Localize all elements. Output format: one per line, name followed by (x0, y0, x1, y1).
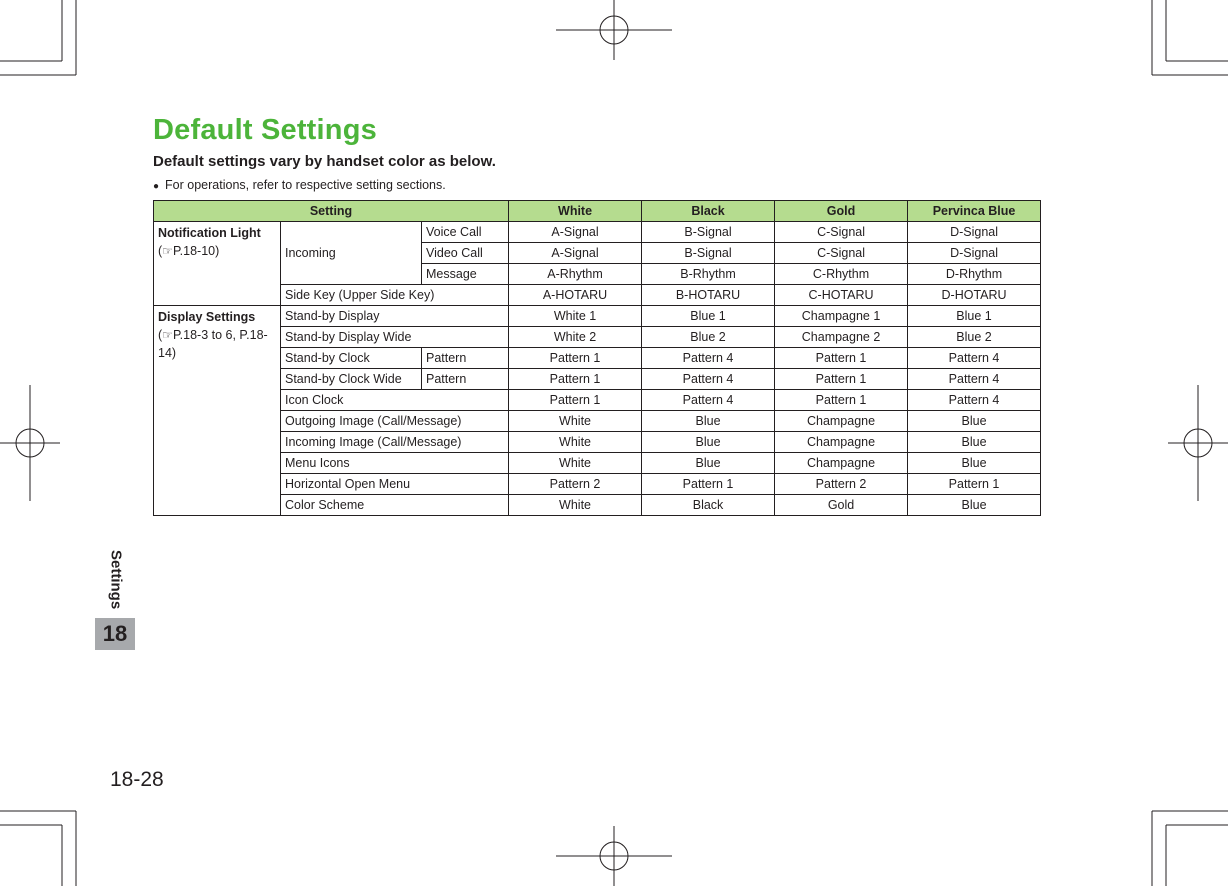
default-settings-table (153, 200, 1041, 516)
cell-blue: Pattern 4 (908, 348, 1041, 369)
row-label: Incoming Image (Call/Message) (281, 432, 509, 453)
cell-white: Pattern 2 (509, 474, 642, 495)
page-title: Default Settings (153, 114, 377, 146)
table-row (154, 222, 1041, 243)
table-row (154, 495, 1041, 516)
table-row (154, 411, 1041, 432)
cell-white: Pattern 1 (509, 390, 642, 411)
table-row (154, 474, 1041, 495)
cell-white: White 2 (509, 327, 642, 348)
cell-blue: D-HOTARU (908, 285, 1041, 306)
table-row (154, 348, 1041, 369)
cell-white: White (509, 432, 642, 453)
cell-blue: D-Signal (908, 222, 1041, 243)
cell-black: Blue (642, 411, 775, 432)
row-sub-label: Pattern (422, 369, 509, 390)
cell-white: A-Signal (509, 222, 642, 243)
cell-black: B-Rhythm (642, 264, 775, 285)
cell-gold: C-HOTARU (775, 285, 908, 306)
cell-black: B-Signal (642, 222, 775, 243)
incoming-label: Incoming (281, 222, 422, 285)
row-label: Message (422, 264, 509, 285)
cell-gold: C-Rhythm (775, 264, 908, 285)
group-notification-light (154, 222, 281, 306)
cell-blue: Pattern 1 (908, 474, 1041, 495)
page-reference: (☞P.18-10) (158, 244, 220, 258)
pointing-hand-icon: ☞ (162, 328, 173, 342)
header-white: White (509, 201, 642, 222)
cell-blue: D-Rhythm (908, 264, 1041, 285)
cell-black: Pattern 4 (642, 348, 775, 369)
cell-gold: C-Signal (775, 243, 908, 264)
operations-note (153, 178, 446, 192)
table-row (154, 285, 1041, 306)
cell-blue: Blue 1 (908, 306, 1041, 327)
cell-black: Blue 2 (642, 327, 775, 348)
cell-gold: Champagne (775, 432, 908, 453)
header-gold: Gold (775, 201, 908, 222)
bullet-icon: ● (153, 181, 160, 192)
cell-black: Pattern 4 (642, 369, 775, 390)
cell-black: B-HOTARU (642, 285, 775, 306)
cell-white: White (509, 411, 642, 432)
cell-black: Blue 1 (642, 306, 775, 327)
row-label: Stand-by Clock (281, 348, 422, 369)
cell-gold: Pattern 1 (775, 369, 908, 390)
cell-white: White (509, 495, 642, 516)
table-header-row (154, 201, 1041, 222)
cell-blue: Blue (908, 453, 1041, 474)
row-sub-label: Pattern (422, 348, 509, 369)
row-label: Video Call (422, 243, 509, 264)
header-setting: Setting (154, 201, 509, 222)
table-row (154, 390, 1041, 411)
cell-black: Pattern 1 (642, 474, 775, 495)
header-black: Black (642, 201, 775, 222)
cell-blue: D-Signal (908, 243, 1041, 264)
cell-white: A-HOTARU (509, 285, 642, 306)
cell-white: A-Rhythm (509, 264, 642, 285)
chapter-side-label: Settings (107, 550, 125, 610)
cell-gold: Champagne 2 (775, 327, 908, 348)
page-subtitle: Default settings vary by handset color as below. (153, 153, 496, 170)
table-row (154, 369, 1041, 390)
chapter-number-badge: 18 (95, 618, 135, 650)
row-label: Stand-by Clock Wide (281, 369, 422, 390)
cell-gold: C-Signal (775, 222, 908, 243)
cell-white: Pattern 1 (509, 369, 642, 390)
cell-black: Blue (642, 453, 775, 474)
row-label: Icon Clock (281, 390, 509, 411)
group-title: Display Settings (158, 310, 256, 324)
page-reference: (☞P.18-3 to 6, P.18-14) (158, 328, 268, 360)
cell-black: Blue (642, 432, 775, 453)
cell-blue: Blue (908, 411, 1041, 432)
row-label: Stand-by Display Wide (281, 327, 509, 348)
pointing-hand-icon: ☞ (162, 244, 173, 258)
row-label: Side Key (Upper Side Key) (281, 285, 509, 306)
cell-gold: Pattern 1 (775, 390, 908, 411)
row-label: Menu Icons (281, 453, 509, 474)
cell-blue: Pattern 4 (908, 390, 1041, 411)
cell-gold: Champagne (775, 453, 908, 474)
cell-gold: Champagne 1 (775, 306, 908, 327)
cell-white: Pattern 1 (509, 348, 642, 369)
header-pervinca-blue: Pervinca Blue (908, 201, 1041, 222)
cell-white: White 1 (509, 306, 642, 327)
group-display-settings (154, 306, 281, 516)
row-label: Outgoing Image (Call/Message) (281, 411, 509, 432)
cell-blue: Blue 2 (908, 327, 1041, 348)
cell-white: White (509, 453, 642, 474)
row-label: Horizontal Open Menu (281, 474, 509, 495)
row-label: Voice Call (422, 222, 509, 243)
table-row (154, 327, 1041, 348)
row-label: Stand-by Display (281, 306, 509, 327)
row-label: Color Scheme (281, 495, 509, 516)
cell-blue: Blue (908, 495, 1041, 516)
cell-black: B-Signal (642, 243, 775, 264)
cell-blue: Pattern 4 (908, 369, 1041, 390)
group-title: Notification Light (158, 226, 261, 240)
cell-black: Pattern 4 (642, 390, 775, 411)
table-row (154, 306, 1041, 327)
table-row (154, 453, 1041, 474)
cell-white: A-Signal (509, 243, 642, 264)
cell-gold: Pattern 2 (775, 474, 908, 495)
note-text: For operations, refer to respective setting sections. (165, 178, 446, 192)
table-row (154, 432, 1041, 453)
cell-gold: Champagne (775, 411, 908, 432)
cell-gold: Gold (775, 495, 908, 516)
cell-gold: Pattern 1 (775, 348, 908, 369)
page-number: 18-28 (110, 768, 164, 791)
cell-blue: Blue (908, 432, 1041, 453)
cell-black: Black (642, 495, 775, 516)
